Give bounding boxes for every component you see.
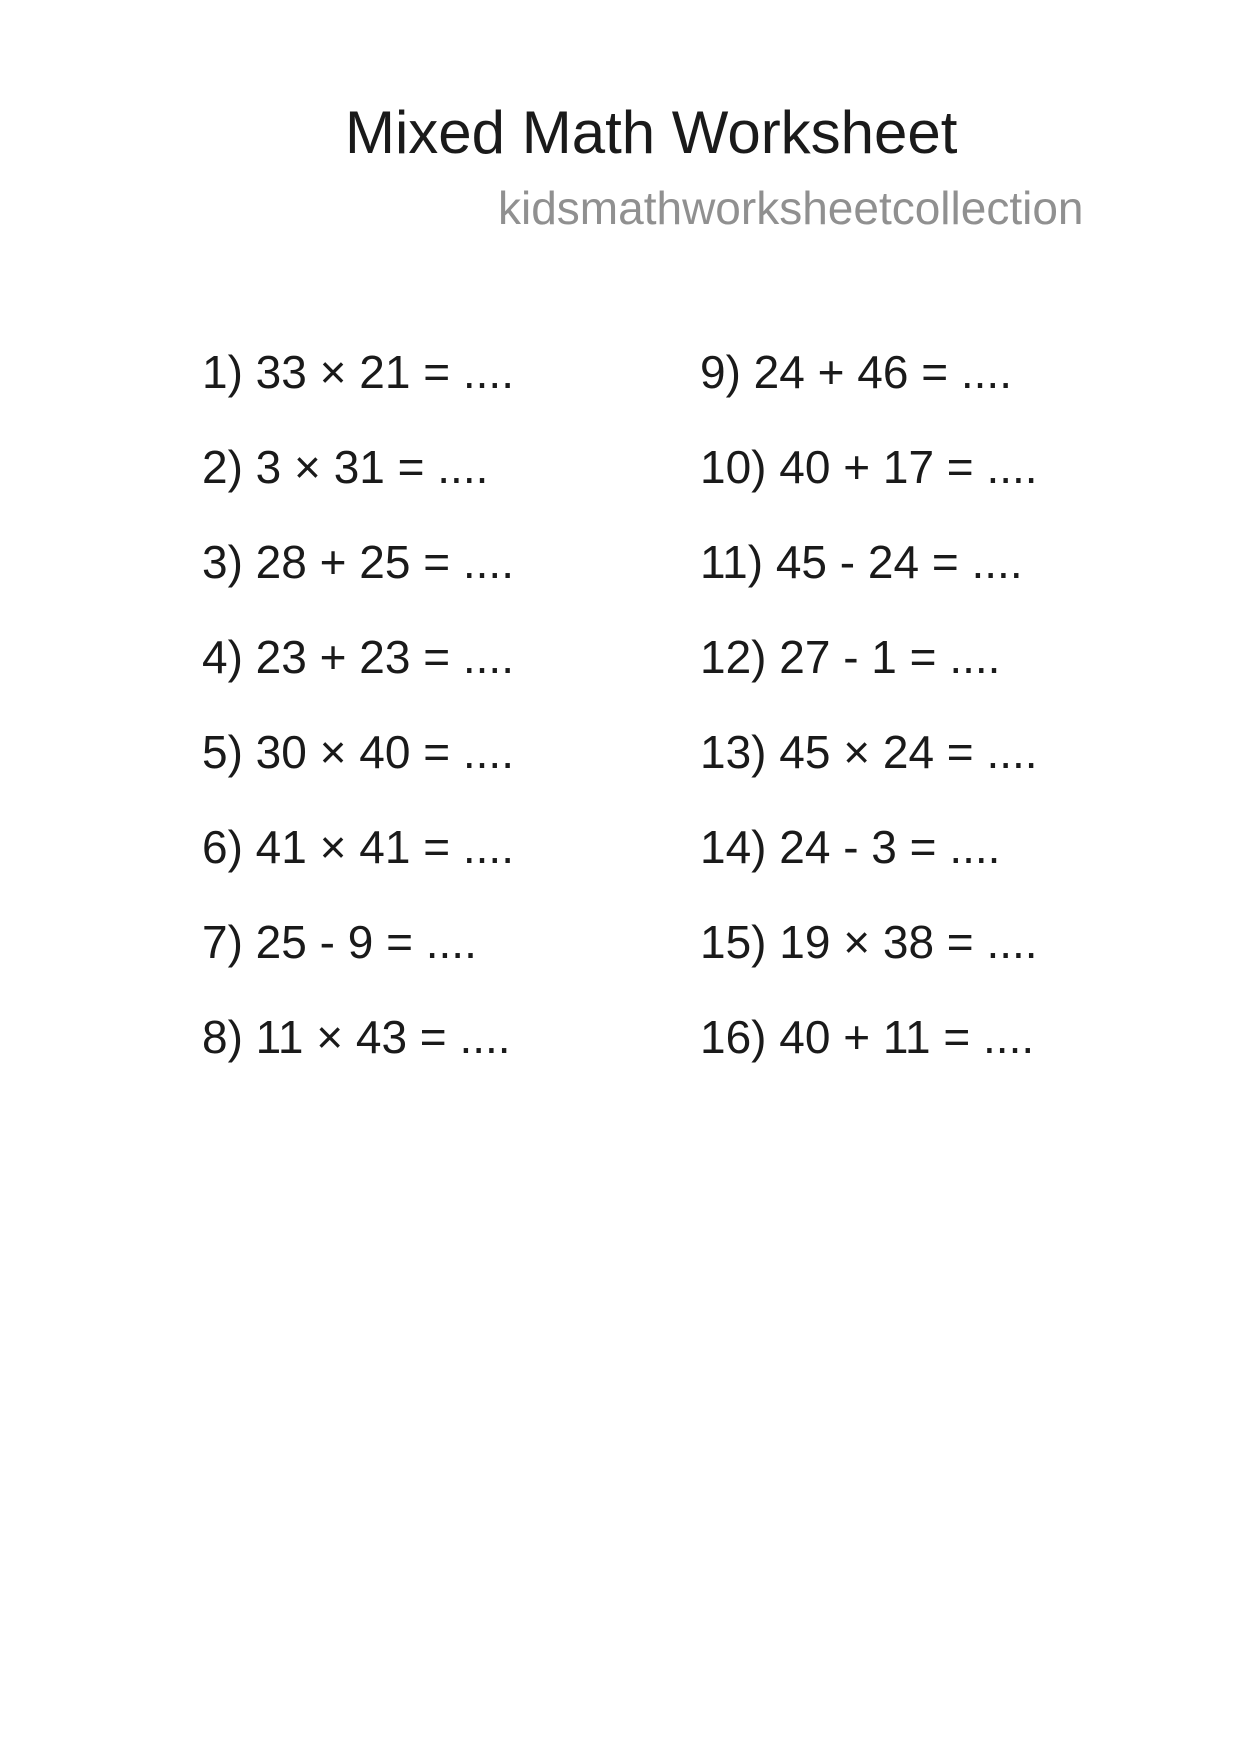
problems-column-right <box>700 325 1038 1085</box>
problem-row-8: 8) 11 × 43 = .... <box>202 1011 511 1063</box>
problem-row-4: 4) 23 + 23 = .... <box>202 631 514 683</box>
problem-row-1: 1) 33 × 21 = .... <box>202 346 514 398</box>
problem-row-9: 9) 24 + 46 = .... <box>700 346 1012 398</box>
problem-row-5: 5) 30 × 40 = .... <box>202 726 514 778</box>
page-title: Mixed Math Worksheet <box>345 99 958 166</box>
problem-row-13: 13) 45 × 24 = .... <box>700 726 1038 778</box>
problem-row-6: 6) 41 × 41 = .... <box>202 821 514 873</box>
problems-column-left <box>202 325 514 1085</box>
problem-row-15: 15) 19 × 38 = .... <box>700 916 1038 968</box>
problem-row-3: 3) 28 + 25 = .... <box>202 536 514 588</box>
problem-row-16: 16) 40 + 11 = .... <box>700 1011 1035 1063</box>
problem-row-7: 7) 25 - 9 = .... <box>202 916 477 968</box>
problem-row-12: 12) 27 - 1 = .... <box>700 631 1001 683</box>
problem-row-2: 2) 3 × 31 = .... <box>202 441 489 493</box>
problem-row-14: 14) 24 - 3 = .... <box>700 821 1001 873</box>
problem-row-10: 10) 40 + 17 = .... <box>700 441 1038 493</box>
page-subtitle: kidsmathworksheetcollection <box>498 182 1084 234</box>
problem-row-11: 11) 45 - 24 = .... <box>700 536 1023 588</box>
